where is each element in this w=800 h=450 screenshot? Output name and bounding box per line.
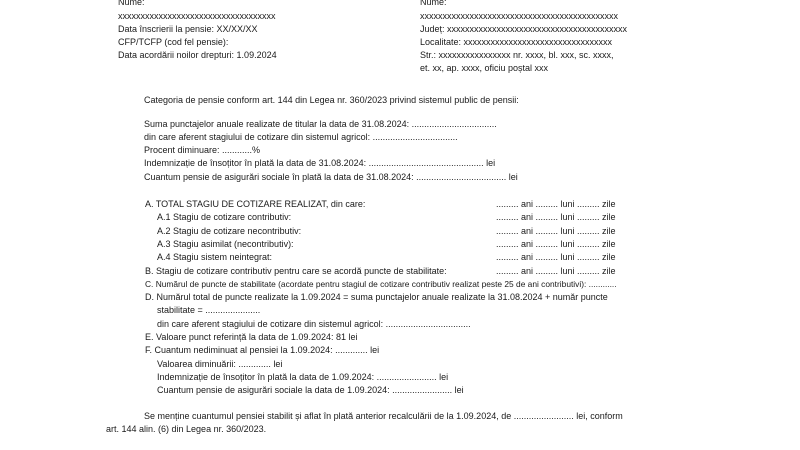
stability-points: C. Numărul de puncte de stabilitate (acordate pentru stagiul de cotizare contributiv realizat peste 25 de ani contributivi): ............ — [145, 279, 617, 289]
agricultural-points-total: din care aferent stagiului de cotizare din sistemul agricol: .................................. — [157, 319, 471, 329]
contributory-period-value: ......... ani ......... luni ......... zile — [496, 212, 616, 222]
total-period-label: A. TOTAL STAGIU DE COTIZARE REALIZAT, din care: — [145, 199, 366, 209]
footer-line-1: Se menține cuantumul pensiei stabilit și aflat în plată anterior recalculării de la 1.09.2024, de ........................ lei, conform — [144, 411, 623, 421]
left-name-value: xxxxxxxxxxxxxxxxxxxxxxxxxxxxxxxxxxx — [118, 11, 276, 21]
pension-category: Categoria de pensie conform art. 144 din Legea nr. 360/2023 privind sistemul public de pensii: — [144, 95, 519, 105]
reference-point-value: E. Valoare punct referință la data de 1.09.2024: 81 lei — [145, 332, 358, 342]
pension-amount-new: Cuantum pensie de asigurări sociale la data de 1.09.2024: ........................ lei — [157, 385, 464, 395]
reduction-percent: Procent diminuare: ............% — [144, 145, 261, 155]
footer-line-2: art. 144 alin. (6) din Legea nr. 360/2023. — [106, 424, 267, 434]
locality-line: Localitate: xxxxxxxxxxxxxxxxxxxxxxxxxxxxxxxxx — [420, 37, 613, 47]
registration-date: Data înscrierii la pensie: XX/XX/XX — [118, 24, 258, 34]
stability-period-label: B. Stagiu de cotizare contributiv pentru care se acordă puncte de stabilitate: — [145, 266, 447, 276]
assimilated-period-label: A.3 Stagiu asimilat (necontributiv): — [157, 239, 294, 249]
stability-period-value: ......... ani ......... luni ......... zile — [496, 266, 616, 276]
contributory-period-label: A.1 Stagiu de cotizare contributiv: — [157, 212, 292, 222]
reduction-value: Valoarea diminuării: ............. lei — [157, 359, 283, 369]
noncontributory-period-value: ......... ani ......... luni ......... zile — [496, 226, 616, 236]
right-name-value: xxxxxxxxxxxxxxxxxxxxxxxxxxxxxxxxxxxxxxxxxxxx — [420, 11, 618, 21]
total-points-continuation: stabilitate = ...................... — [157, 305, 261, 315]
total-period-value: ......... ani ......... luni ......... zile — [496, 199, 616, 209]
left-name-label: Nume: — [118, 0, 145, 7]
noncontributory-period-label: A.2 Stagiu de cotizare necontributiv: — [157, 226, 302, 236]
pension-amount-old: Cuantum pensie de asigurări sociale în plată la data de 31.08.2024: .................................... lei — [144, 172, 518, 182]
cfp-code: CFP/TCFP (cod fel pensie): — [118, 37, 229, 47]
undiminished-pension: F. Cuantum nediminuat al pensiei la 1.09.2024: ............. lei — [145, 345, 380, 355]
agricultural-points: din care aferent stagiului de cotizare din sistemul agricol: .................................. — [144, 132, 458, 142]
companion-allowance-old: Indemnizație de însoțitor în plată la data de 31.08.2024: .............................................. lei — [144, 158, 496, 168]
rights-date: Data acordării noilor drepturi: 1.09.2024 — [118, 50, 277, 60]
address-continuation: et. xx, ap. xxxx, oficiu poștal xxx — [420, 63, 549, 73]
nonintegrated-period-value: ......... ani ......... luni ......... zile — [496, 252, 616, 262]
assimilated-period-value: ......... ani ......... luni ......... zile — [496, 239, 616, 249]
street-line: Str.: xxxxxxxxxxxxxxxx nr. xxxx, bl. xxx, sc. xxxx, — [420, 50, 614, 60]
county-line: Județ: xxxxxxxxxxxxxxxxxxxxxxxxxxxxxxxxxxxxxxxx — [420, 24, 628, 34]
right-name-label: Nume: — [420, 0, 447, 7]
annual-points-sum: Suma punctajelor anuale realizate de titular la data de 31.08.2024: .................................. — [144, 119, 497, 129]
total-points: D. Numărul total de puncte realizate la 1.09.2024 = suma punctajelor anuale realizate la 31.08.2024 + număr puncte — [145, 292, 608, 302]
companion-allowance-new: Indemnizație de însoțitor în plată la data de 1.09.2024: ........................ lei — [157, 372, 449, 382]
nonintegrated-period-label: A.4 Stagiu sistem neintegrat: — [157, 252, 273, 262]
